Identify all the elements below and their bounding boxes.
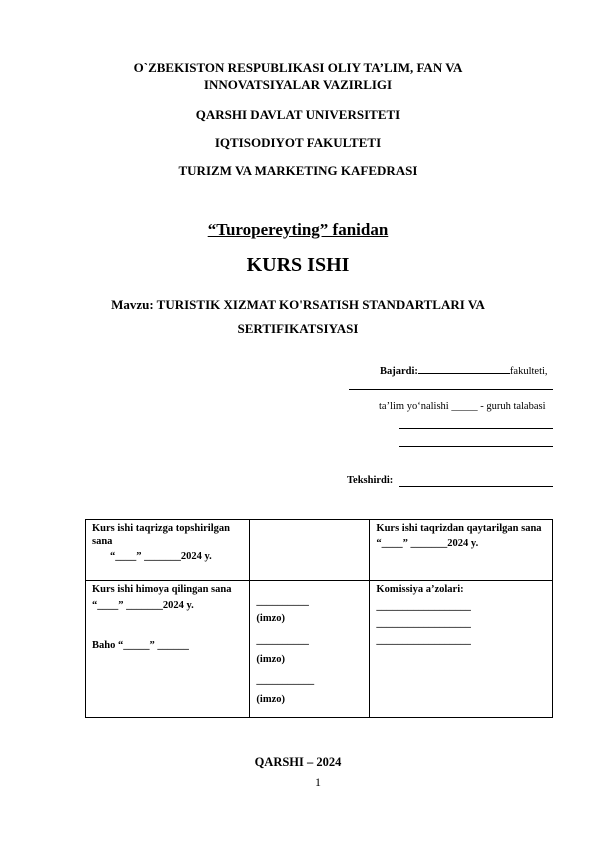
performer-name-blank: [418, 363, 510, 374]
topic-line-2: SERTIFIKATSIYASI: [237, 321, 359, 336]
signature-label-3: (imzo): [256, 694, 285, 705]
signature-label-1: (imzo): [256, 613, 285, 624]
signatures-cell: [250, 581, 370, 718]
review-returned-cell: [370, 520, 553, 581]
performer-label: Bajardi:: [380, 366, 418, 377]
defense-title: Kurs ishi himoya qilingan sana: [92, 584, 232, 595]
document-type-title: KURS ISHI: [246, 254, 350, 276]
commission-line-3: __________________: [376, 635, 471, 646]
defense-cell: [86, 581, 250, 718]
department-name: TURIZM VA MARKETING KAFEDRASI: [178, 163, 418, 178]
signature-line-3: ___________: [256, 675, 315, 686]
empty-cell: [250, 520, 370, 581]
commission-line-2: __________________: [376, 618, 471, 629]
review-submitted-date: “____” _______2024 y.: [110, 551, 212, 562]
review-submitted-cell: [86, 520, 250, 581]
commission-line-1: __________________: [376, 601, 471, 612]
subject-title: “Turopereyting” fanidan: [207, 220, 389, 239]
university-name: QARSHI DAVLAT UNIVERSITETI: [195, 107, 401, 122]
review-submitted-title: Kurs ishi taqrizga topshirilgan sana: [92, 523, 230, 547]
footer-city-year: QARSHI – 2024: [254, 755, 342, 769]
review-returned-date: “____” _______2024 y.: [376, 538, 479, 549]
performer-blank-line: [349, 389, 553, 390]
checker-label: Tekshirdi:: [347, 475, 394, 486]
performer-faculty-suffix: fakulteti,: [509, 366, 548, 377]
commission-title: Komissiya a’zolari:: [376, 584, 464, 595]
page-number: 1: [315, 775, 321, 789]
checker-line: [347, 475, 393, 486]
checker-blank-line: [399, 486, 553, 487]
signature-line-2: __________: [256, 635, 309, 646]
commission-cell: [370, 581, 553, 718]
signature-table: [85, 519, 553, 718]
table-row: [86, 581, 553, 718]
review-returned-title: Kurs ishi taqrizdan qaytarilgan sana: [376, 523, 542, 534]
ministry-line-2: INNOVATSIYALAR VAZIRLIGI: [203, 77, 393, 92]
performer-group-line: ta’lim yo‘nalishi _____ - guruh talabasi: [379, 401, 546, 412]
table-row: [86, 520, 553, 581]
performer-blank-line-3: [399, 446, 553, 447]
signature-label-2: (imzo): [256, 654, 285, 665]
signature-line-1: __________: [256, 596, 309, 607]
topic-line-1: Mavzu: TURISTIK XIZMAT KO'RSATISH STANDARTLARI VA: [111, 297, 485, 312]
performer-blank-line-2: [399, 428, 553, 429]
performer-line: [380, 363, 548, 377]
faculty-name: IQTISODIYOT FAKULTETI: [214, 135, 382, 150]
defense-date: “____” _______2024 y.: [92, 600, 194, 611]
ministry-line-1: O`ZBEKISTON RESPUBLIKASI OLIY TA’LIM, FAN VA: [133, 60, 463, 75]
grade-line: Baho “_____” ______: [92, 640, 189, 651]
